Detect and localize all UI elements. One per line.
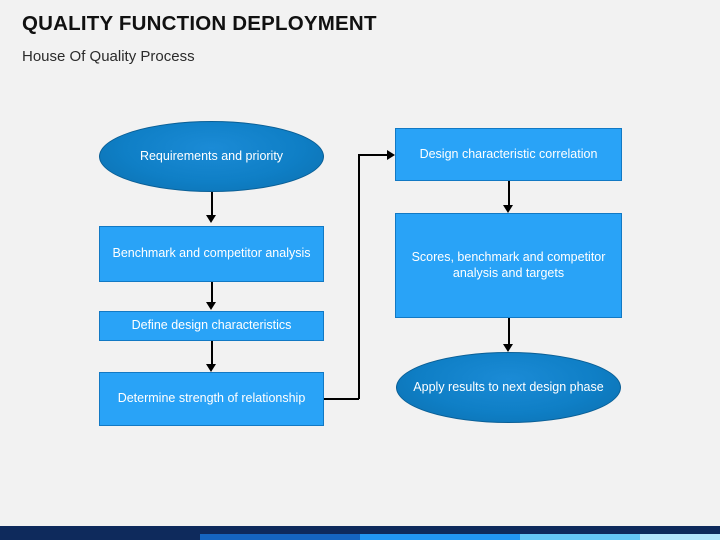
connector-benchmark-define	[211, 282, 213, 304]
footer-accent-2	[200, 534, 360, 540]
node-requirements[interactable]	[99, 121, 324, 192]
arrowhead-down	[503, 344, 513, 352]
node-label: Apply results to next design phase	[413, 379, 604, 394]
node-label: Requirements and priority	[139, 148, 284, 163]
footer-accent-5	[640, 534, 720, 540]
node-label: Scores, benchmark and competitor analysis and targets	[411, 249, 606, 280]
connector-define-determine	[211, 341, 213, 366]
node-label: Design characteristic correlation	[419, 146, 598, 161]
connector-scores-apply	[508, 318, 510, 346]
connector-determine-correlation-v	[358, 154, 360, 399]
node-determine[interactable]	[99, 372, 324, 426]
footer-accent-3	[360, 534, 520, 540]
node-correlation[interactable]	[395, 128, 622, 181]
page-title: QUALITY FUNCTION DEPLOYMENT	[22, 12, 377, 35]
connector-correlation-scores	[508, 181, 510, 207]
node-apply[interactable]	[396, 352, 621, 423]
node-define[interactable]	[99, 311, 324, 341]
footer-accent-4	[520, 534, 640, 540]
node-label: Define design characteristics	[131, 318, 292, 333]
arrowhead-down	[206, 302, 216, 310]
arrowhead-down	[206, 364, 216, 372]
arrowhead-down	[206, 215, 216, 223]
arrowhead-right	[387, 150, 395, 160]
connector-determine-correlation-h1	[324, 398, 359, 400]
footer-accent-1	[0, 534, 200, 540]
arrowhead-down	[503, 205, 513, 213]
node-benchmark[interactable]	[99, 226, 324, 282]
node-label: Determine strength of relationship	[117, 391, 306, 406]
page-subtitle: House Of Quality Process	[22, 48, 195, 65]
connector-requirements-benchmark	[211, 192, 213, 217]
node-scores[interactable]	[395, 213, 622, 318]
node-label: Benchmark and competitor analysis	[112, 246, 311, 261]
connector-determine-correlation-h2	[358, 154, 390, 156]
